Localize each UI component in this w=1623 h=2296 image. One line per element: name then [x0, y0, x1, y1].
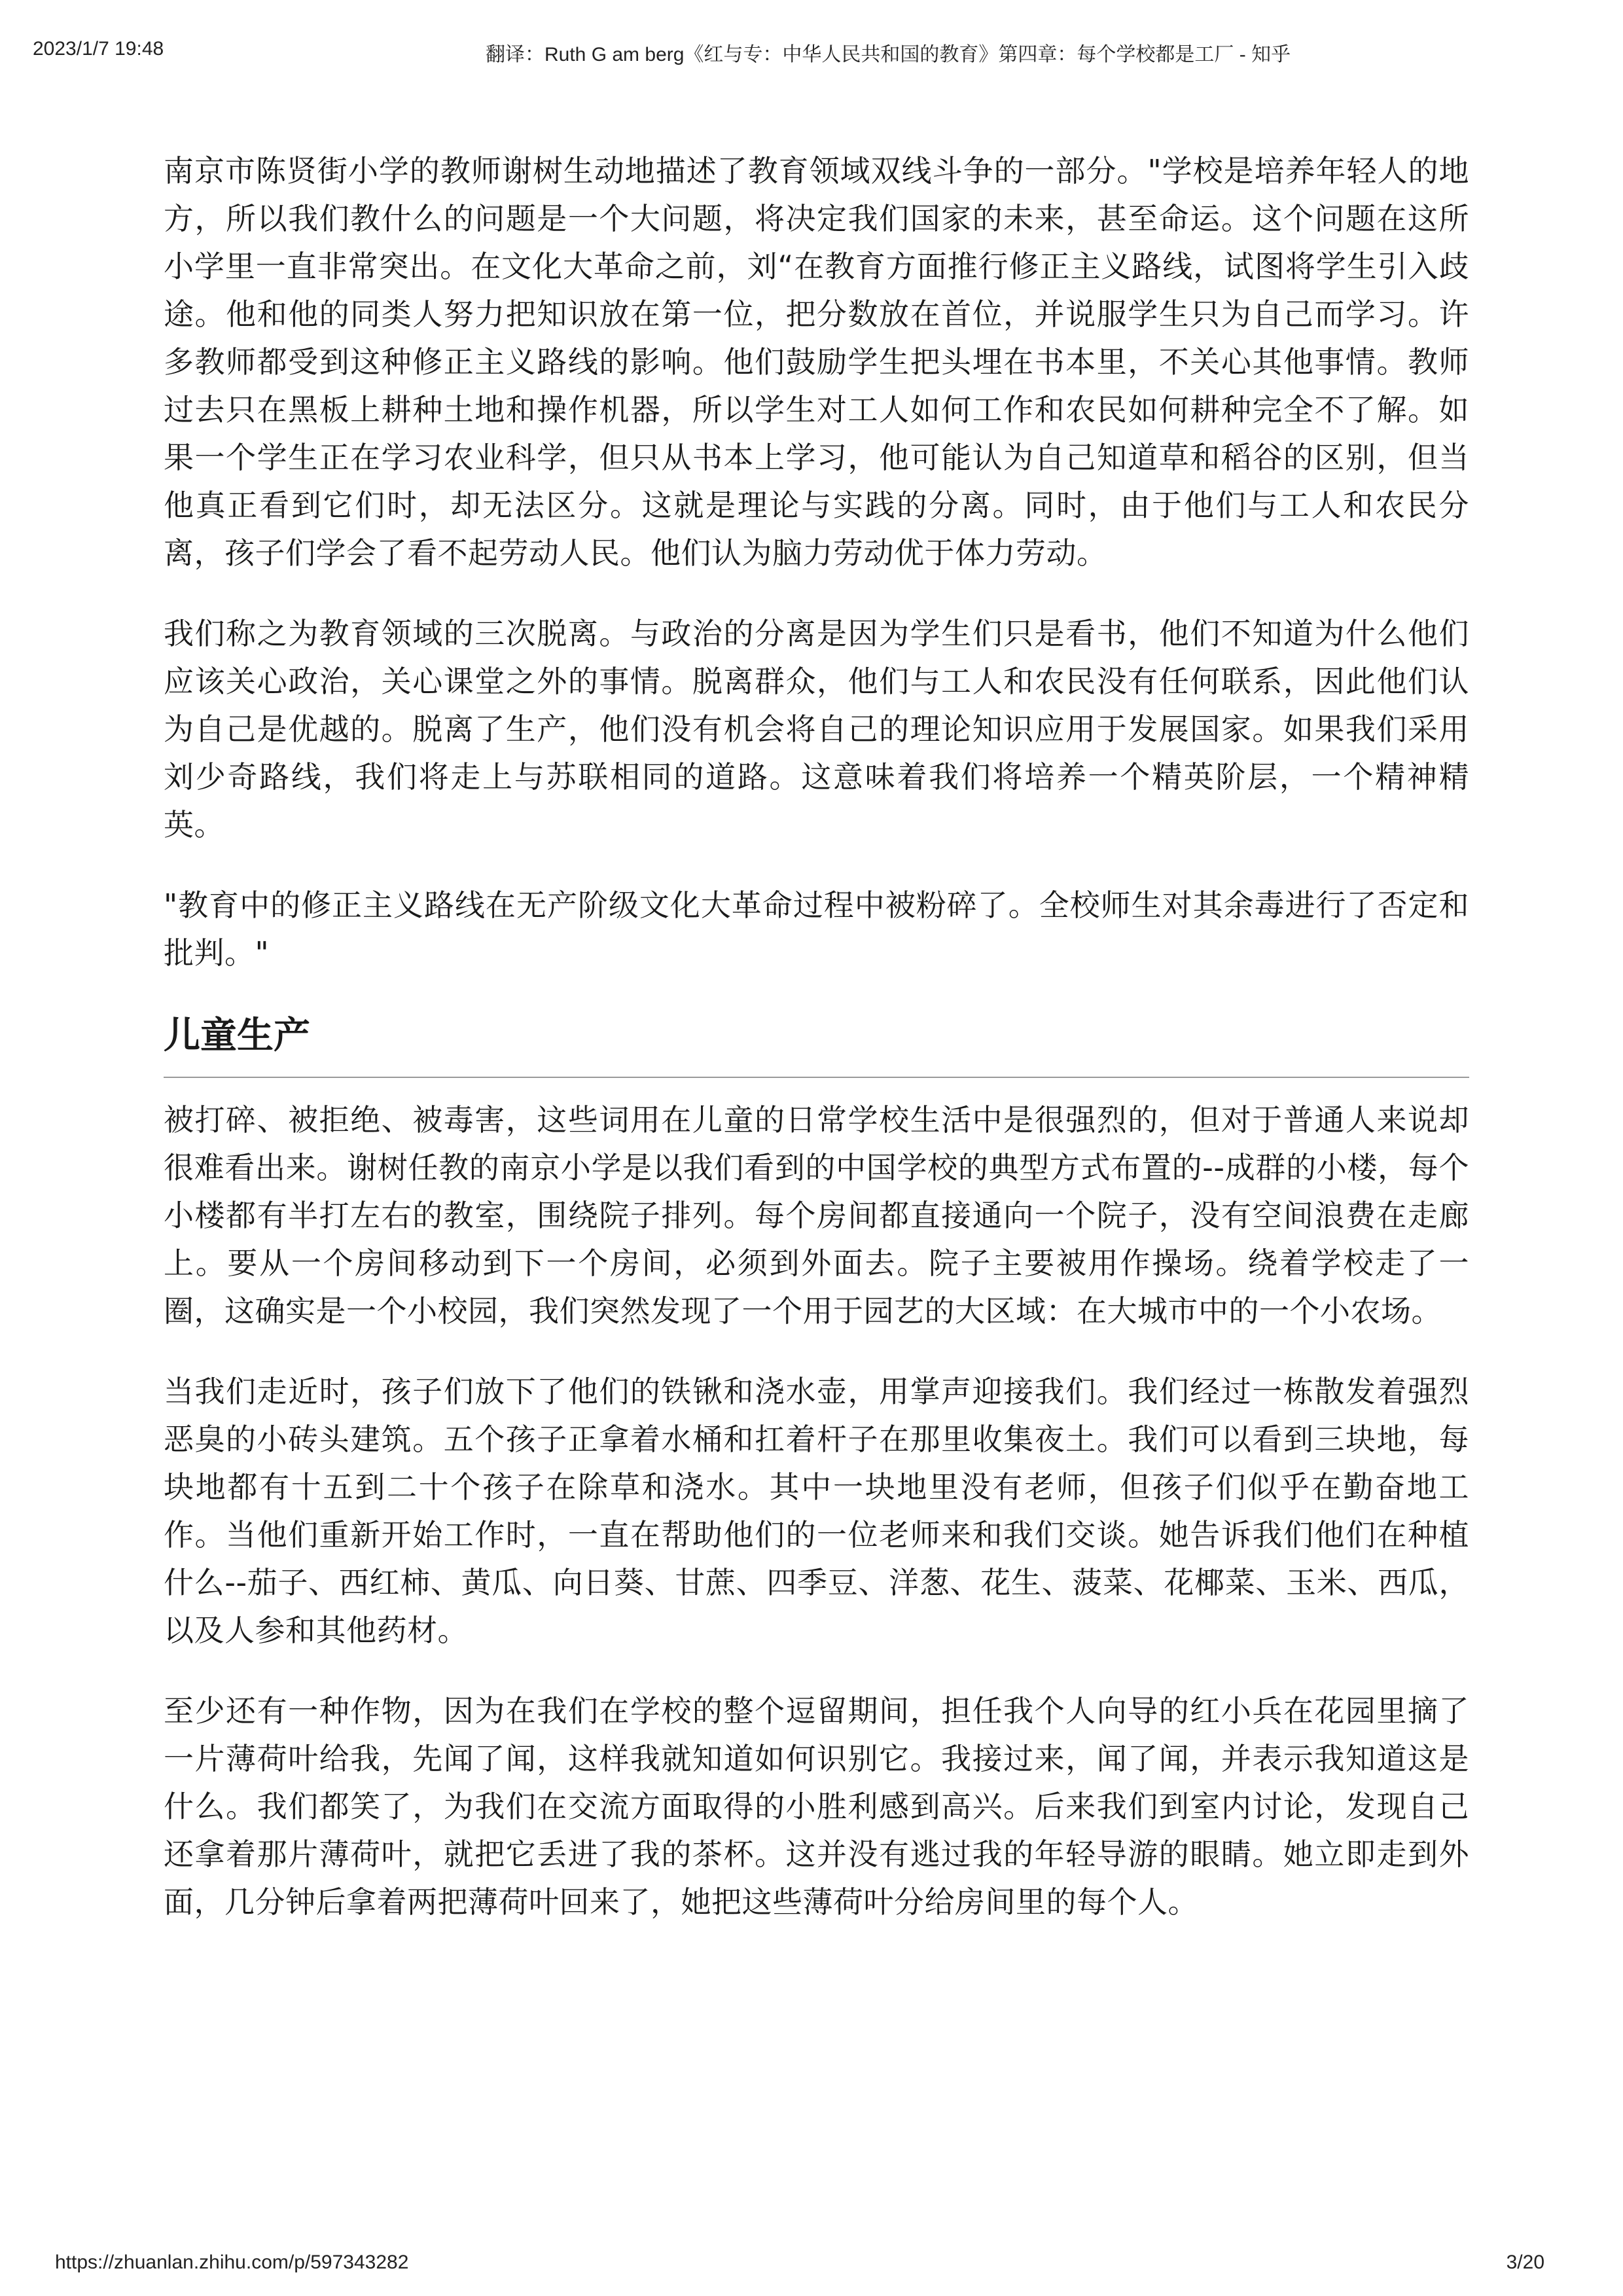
section-heading: 儿童生产 — [164, 1010, 1469, 1078]
page-title: 翻译：Ruth G am berg《红与专：中华人民共和国的教育》第四章：每个学校都是工厂 - 知乎 — [486, 44, 1291, 65]
article-paragraph: "教育中的修正主义路线在无产阶级文化大革命过程中被粉碎了。全校师生对其余毒进行了否定和批判。" — [164, 888, 1469, 971]
print-date: 2023/1/7 19:48 — [33, 38, 164, 60]
article-paragraph: 南京市陈贤街小学的教师谢树生动地描述了教育领域双线斗争的一部分。"学校是培养年轻人的地方，所以我们教什么的问题是一个大问题，将决定我们国家的未来，甚至命运。这个问题在这所小学里一直非常突出。在文化大革命之前，刘“在教育方面推行修正主义路线，试图将学生引入歧途。他和他的同类人努力把知识放在第一位，把分数放在首位，并说服学生只为自己而学习。许多教师都受到这种修正主义路线的影响。他们鼓励学生把头埋在书本里，不关心其他事情。教师过去只在黑板上耕种土地和操作机器，所以学生对工人如何工作和农民如何耕种完全不了解。如果一个学生正在学习农业科学，但只从书本上学习，他可能认为自己知道草和稻谷的区别，但当他真正看到它们时，却无法区分。这就是理论与实践的分离。同时，由于他们与工人和农民分离，孩子们学会了看不起劳动人民。他们认为脑力劳动优于体力劳动。 — [164, 153, 1469, 571]
article-paragraph: 被打碎、被拒绝、被毒害，这些词用在儿童的日常学校生活中是很强烈的，但对于普通人来说却很难看出来。谢树任教的南京小学是以我们看到的中国学校的典型方式布置的--成群的小楼，每个小楼都有半打左右的教室，围绕院子排列。每个房间都直接通向一个院子，没有空间浪费在走廊上。要从一个房间移动到下一个房间，必须到外面去。院子主要被用作操场。绕着学校走了一圈，这确实是一个小校园，我们突然发现了一个用于园艺的大区域：在大城市中的一个小农场。 — [164, 1102, 1469, 1329]
page-url: https://zhuanlan.zhihu.com/p/597343282 — [55, 2251, 409, 2273]
page-number: 3/20 — [1506, 2251, 1544, 2273]
article-paragraph: 至少还有一种作物，因为在我们在学校的整个逗留期间，担任我个人向导的红小兵在花园里摘了一片薄荷叶给我，先闻了闻，这样我就知道如何识别它。我接过来，闻了闻，并表示我知道这是什么。我们都笑了，为我们在交流方面取得的小胜利感到高兴。后来我们到室内讨论，发现自己还拿着那片薄荷叶，就把它丢进了我的茶杯。这并没有逃过我的年轻导游的眼睛。她立即走到外面，几分钟后拿着两把薄荷叶回来了，她把这些薄荷叶分给房间里的每个人。 — [164, 1693, 1469, 1920]
article-paragraph: 当我们走近时，孩子们放下了他们的铁锹和浇水壶，用掌声迎接我们。我们经过一栋散发着强烈恶臭的小砖头建筑。五个孩子正拿着水桶和扛着杆子在那里收集夜土。我们可以看到三块地，每块地都有十五到二十个孩子在除草和浇水。其中一块地里没有老师，但孩子们似乎在勤奋地工作。当他们重新开始工作时，一直在帮助他们的一位老师来和我们交谈。她告诉我们他们在种植什么--茄子、西红柿、黄瓜、向日葵、甘蔗、四季豆、洋葱、花生、菠菜、花椰菜、玉米、西瓜，以及人参和其他药材。 — [164, 1374, 1469, 1648]
print-footer — [0, 2251, 1623, 2284]
article-paragraph: 我们称之为教育领域的三次脱离。与政治的分离是因为学生们只是看书，他们不知道为什么他们应该关心政治，关心课堂之外的事情。脱离群众，他们与工人和农民没有任何联系，因此他们认为自己是优越的。脱离了生产，他们没有机会将自己的理论知识应用于发展国家。如果我们采用刘少奇路线，我们将走上与苏联相同的道路。这意味着我们将培养一个精英阶层，一个精神精英。 — [164, 616, 1469, 842]
article-body — [164, 147, 1469, 1959]
print-header — [0, 38, 1623, 77]
